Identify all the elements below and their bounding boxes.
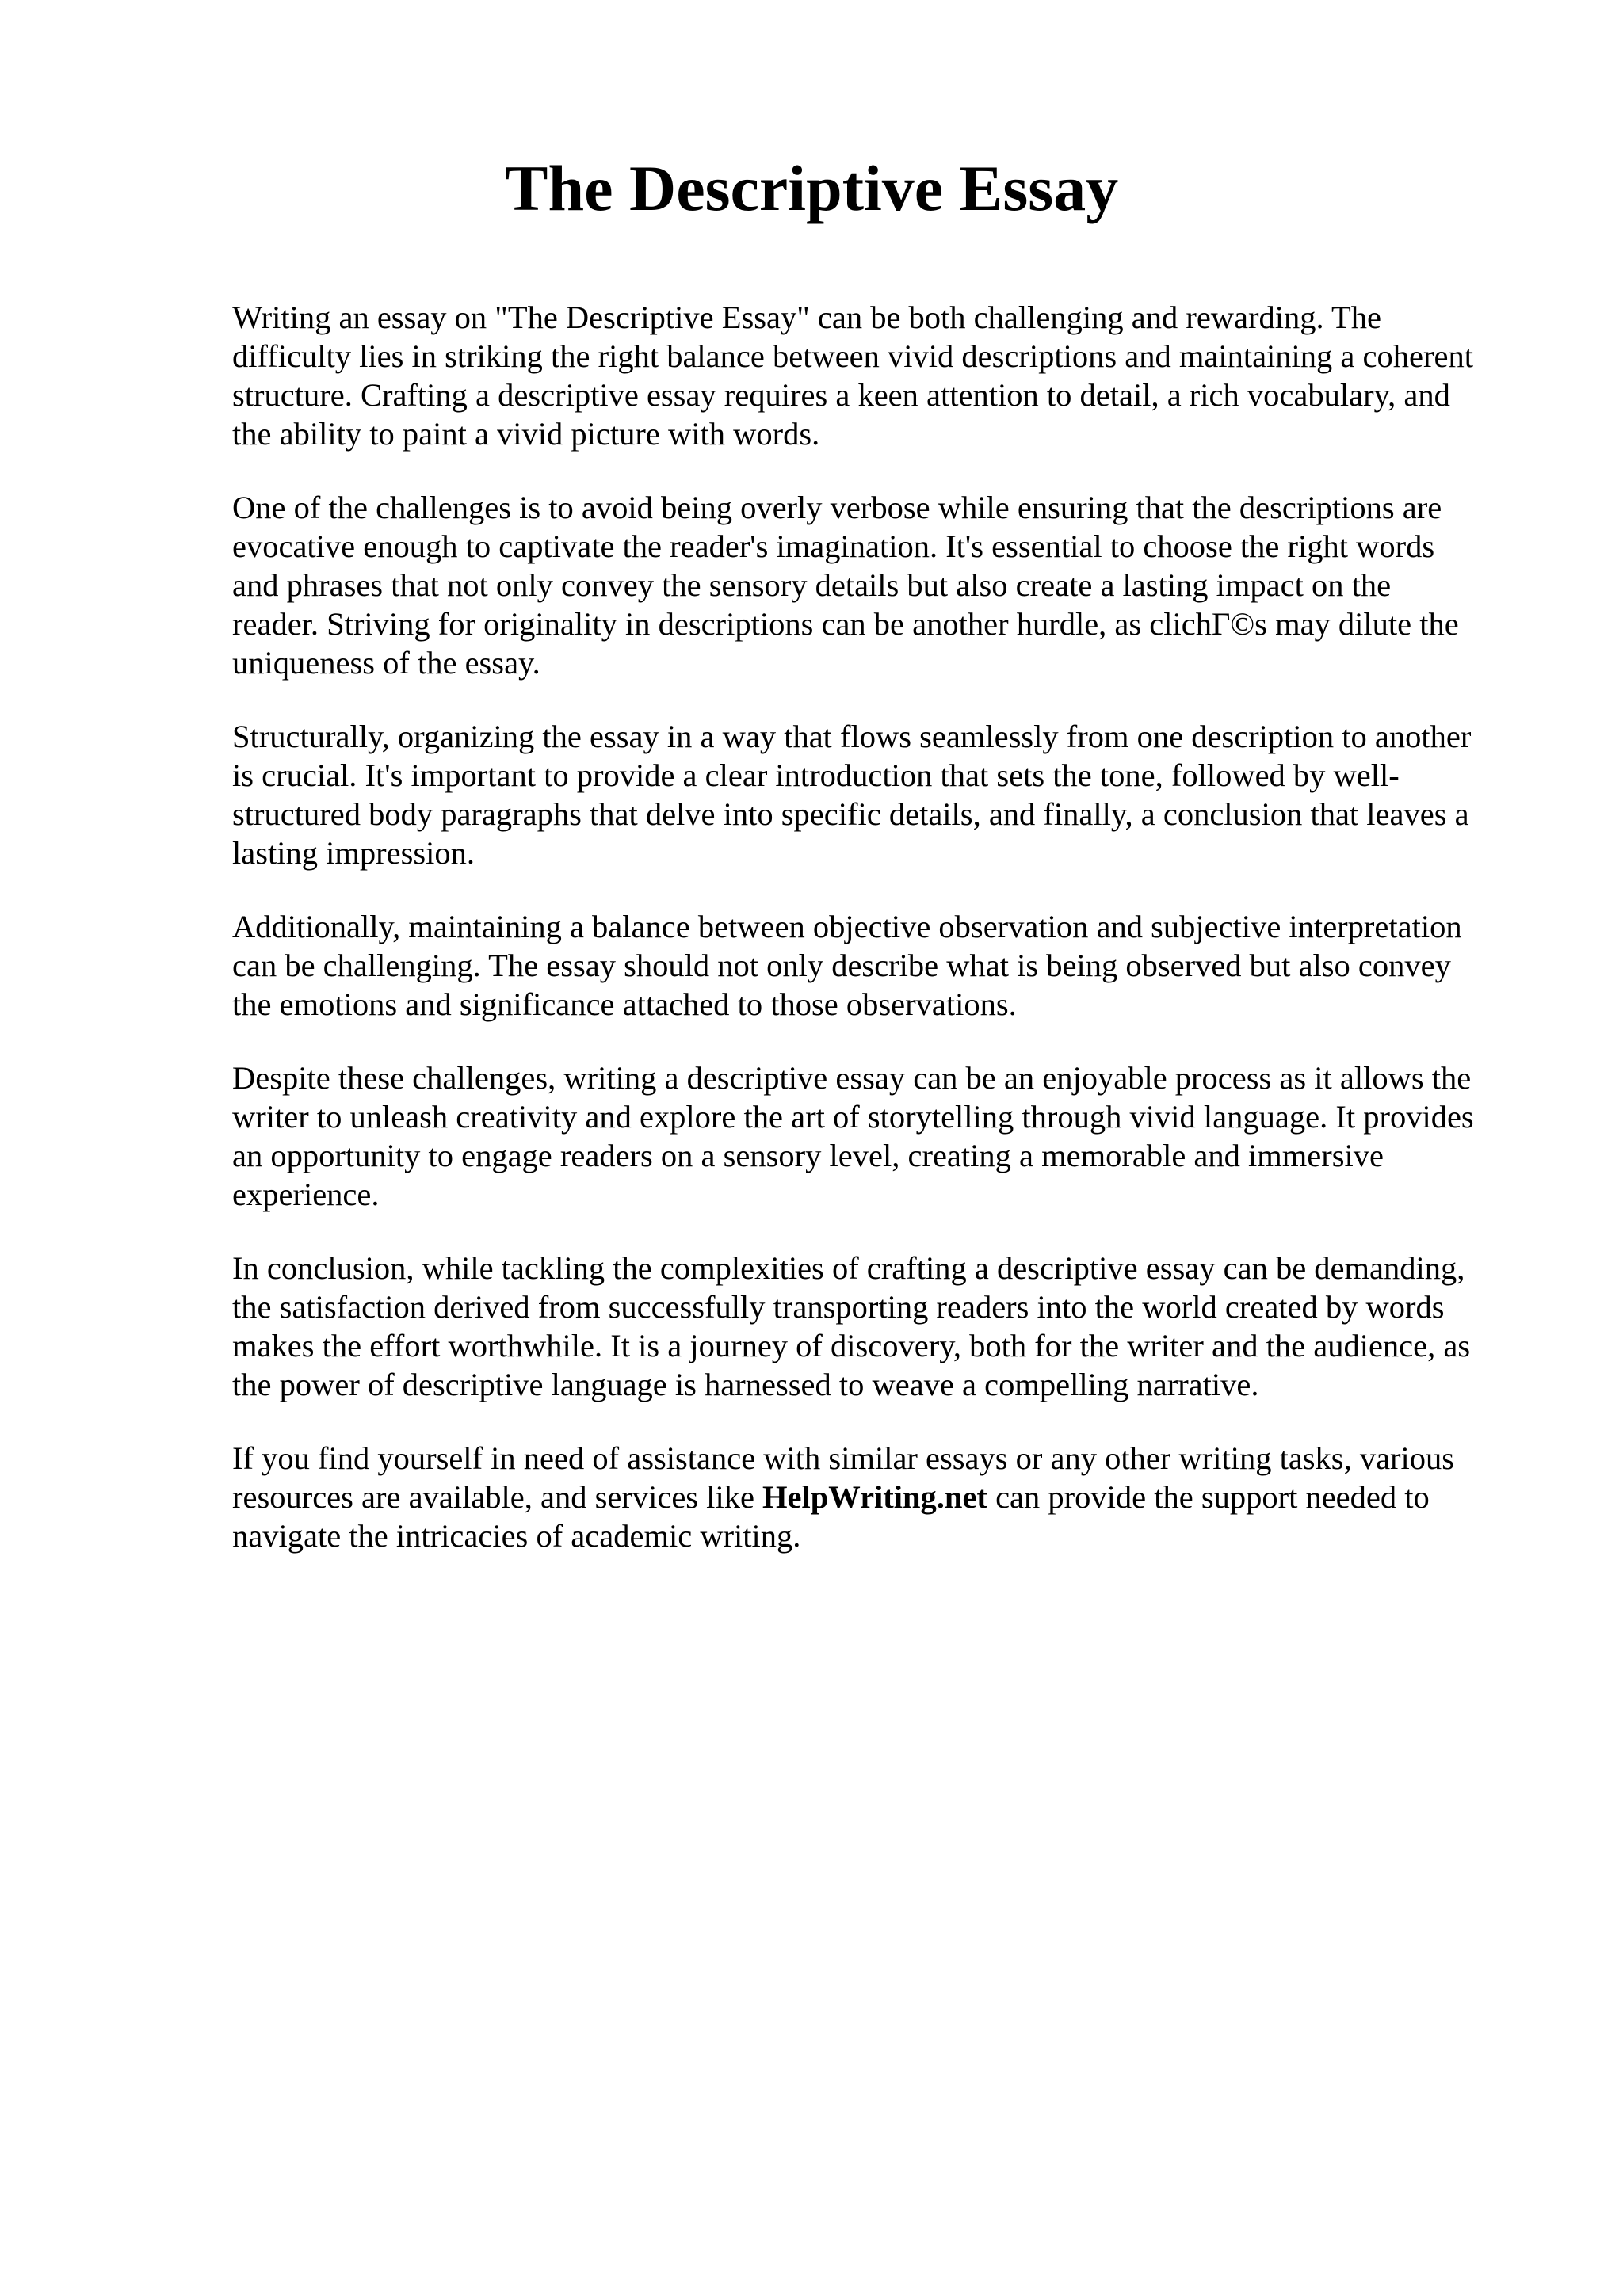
paragraph-line: evocative enough to captivate the reader's imagination. It's essential to choose the right words	[232, 528, 1435, 564]
closing-paragraph	[232, 1439, 1524, 1555]
paragraph-line: uniqueness of the essay.	[232, 645, 540, 681]
paragraph-line	[232, 1478, 1524, 1516]
paragraph-line: can be challenging. The essay should not only describe what is being observed but also convey	[232, 948, 1451, 983]
paragraph-line: Structurally, organizing the essay in a way that flows seamlessly from one description to another	[232, 719, 1472, 754]
paragraph-line: the power of descriptive language is harnessed to weave a compelling narrative.	[232, 1367, 1259, 1402]
paragraph-line: structured body paragraphs that delve into specific details, and finally, a conclusion that leaves a	[232, 796, 1469, 832]
paragraph-line: makes the effort worthwhile. It is a journey of discovery, both for the writer and the audience, as	[232, 1328, 1471, 1363]
paragraph-1	[232, 298, 1524, 453]
paragraph-4	[232, 907, 1524, 1024]
paragraph-line: lasting impression.	[232, 835, 475, 871]
paragraph-6	[232, 1249, 1524, 1404]
document-body	[232, 298, 1524, 1590]
paragraph-line: is crucial. It's important to provide a clear introduction that sets the tone, followed by well-	[232, 757, 1400, 793]
paragraph-line: Writing an essay on "The Descriptive Essay" can be both challenging and rewarding. The	[232, 299, 1381, 335]
closing-text-before-link: resources are available, and services like	[232, 1479, 763, 1515]
paragraph-line: experience.	[232, 1177, 380, 1212]
paragraph-2	[232, 488, 1524, 682]
paragraph-line: structure. Crafting a descriptive essay requires a keen attention to detail, a rich vocabulary, and	[232, 377, 1450, 413]
closing-text-after-link: can provide the support needed to	[987, 1479, 1430, 1515]
paragraph-line: reader. Striving for originality in descriptions can be another hurdle, as clichΓ©s may dilute the	[232, 606, 1459, 642]
paragraph-5	[232, 1058, 1524, 1214]
paragraph-line: One of the challenges is to avoid being overly verbose while ensuring that the descriptions are	[232, 490, 1442, 525]
paragraph-line: the emotions and significance attached to those observations.	[232, 986, 1017, 1022]
paragraph-line: the satisfaction derived from successfully transporting readers into the world created by words	[232, 1289, 1445, 1325]
paragraph-line: Additionally, maintaining a balance between objective observation and subjective interpretation	[232, 909, 1462, 944]
paragraph-line: the ability to paint a vivid picture with words.	[232, 416, 820, 452]
paragraph-line: In conclusion, while tackling the complexities of crafting a descriptive essay can be demanding,	[232, 1250, 1465, 1286]
helpwriting-brand-text: HelpWriting.net	[762, 1479, 987, 1515]
paragraph-line: and phrases that not only convey the sensory details but also create a lasting impact on the	[232, 567, 1392, 603]
paragraph-line: an opportunity to engage readers on a sensory level, creating a memorable and immersive	[232, 1138, 1384, 1173]
paragraph-line: If you find yourself in need of assistance with similar essays or any other writing tasks, various	[232, 1440, 1455, 1476]
paragraph-3	[232, 717, 1524, 872]
document-title: The Descriptive Essay	[504, 152, 1119, 224]
paragraph-line: writer to unleash creativity and explore the art of storytelling through vivid language. It provides	[232, 1099, 1474, 1135]
paragraph-line: navigate the intricacies of academic writing.	[232, 1518, 801, 1554]
paragraph-line: Despite these challenges, writing a descriptive essay can be an enjoyable process as it allows the	[232, 1060, 1472, 1096]
paragraph-line: difficulty lies in striking the right balance between vivid descriptions and maintaining a coherent	[232, 338, 1473, 374]
